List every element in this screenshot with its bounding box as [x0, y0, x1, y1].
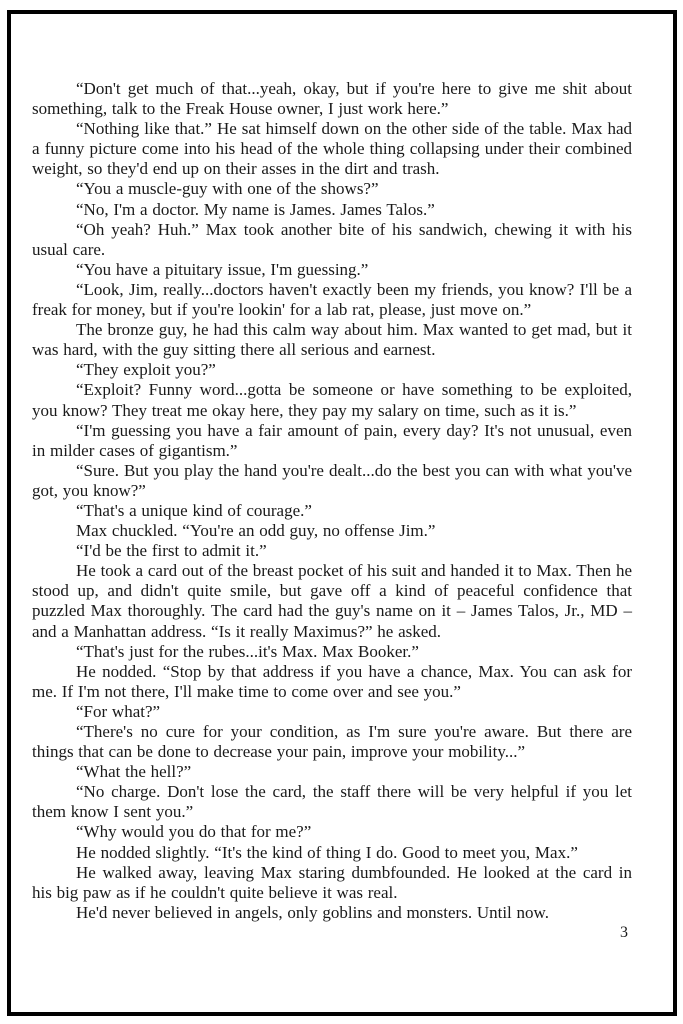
- paragraph: “Exploit? Funny word...gotta be someone or have something to be exploited, you know? They treat me okay here, they pay my salary on time, such as it is.”: [32, 380, 632, 420]
- paragraph: “For what?”: [76, 701, 161, 721]
- paragraph: “What the hell?”: [76, 762, 192, 782]
- paragraph: The bronze guy, he had this calm way about him. Max wanted to get mad, but it was hard, with the guy sitting there all serious and earnest.: [32, 320, 632, 360]
- paragraph: He'd never believed in angels, only goblins and monsters. Until now.: [76, 902, 549, 922]
- paragraph: “I'm guessing you have a fair amount of pain, every day? It's not unusual, even in milder cases of gigantism.”: [32, 420, 632, 460]
- paragraph: “Nothing like that.” He sat himself down on the other side of the table. Max had a funny picture come into his head of the whole thing collapsing under their combined weight, so they'd end up on their asses in the dirt and trash.: [32, 119, 632, 179]
- paragraph: He walked away, leaving Max staring dumbfounded. He looked at the card in his big paw as if he couldn't quite believe it was real.: [32, 862, 632, 902]
- paragraph: “You have a pituitary issue, I'm guessing.”: [76, 259, 369, 279]
- paragraph: “There's no cure for your condition, as I'm sure you're aware. But there are things that can be done to decrease your pain, improve your mobility...”: [32, 722, 632, 762]
- paragraph: “You a muscle-guy with one of the shows?”: [76, 179, 379, 199]
- body-paragraphs: [32, 79, 632, 923]
- paragraph: “Don't get much of that...yeah, okay, but if you're here to give me shit about something, talk to the Freak House owner, I just work here.”: [32, 79, 632, 119]
- paragraph: “No charge. Don't lose the card, the staff there will be very helpful if you let them know I sent you.”: [32, 782, 632, 822]
- paragraph: “Why would you do that for me?”: [76, 822, 312, 842]
- page-number: 3: [620, 923, 628, 941]
- paragraph: He nodded slightly. “It's the kind of thing I do. Good to meet you, Max.”: [76, 842, 578, 862]
- paragraph: “Look, Jim, really...doctors haven't exactly been my friends, you know? I'll be a freak for money, but if you're lookin' for a lab rat, please, just move on.”: [32, 279, 632, 320]
- paragraph: “Sure. But you play the hand you're dealt...do the best you can with what you've got, you know?”: [32, 460, 632, 500]
- paragraph: Max chuckled. “You're an odd guy, no offense Jim.”: [76, 521, 436, 541]
- paragraph: “That's a unique kind of courage.”: [76, 500, 312, 520]
- paragraph: “That's just for the rubes...it's Max. Max Booker.”: [76, 641, 419, 661]
- paragraph: “They exploit you?”: [76, 360, 216, 380]
- paragraph: He nodded. “Stop by that address if you have a chance, Max. You can ask for me. If I'm not there, I'll make time to come over and see you.”: [32, 661, 632, 701]
- page-text-block: [32, 79, 632, 943]
- paragraph: “I'd be the first to admit it.”: [76, 541, 267, 561]
- paragraph: He took a card out of the breast pocket of his suit and handed it to Max. Then he stood up, and didn't quite smile, but gave off a kind of peaceful confidence that puzzled Max thoroughly. The card had the guy's name on it – James Talos, Jr., MD – and a Manhattan address. “Is it really Maximus?” he asked.: [32, 561, 632, 641]
- paragraph: “No, I'm a doctor. My name is James. James Talos.”: [76, 199, 435, 219]
- paragraph: “Oh yeah? Huh.” Max took another bite of his sandwich, chewing it with his usual care.: [32, 219, 632, 259]
